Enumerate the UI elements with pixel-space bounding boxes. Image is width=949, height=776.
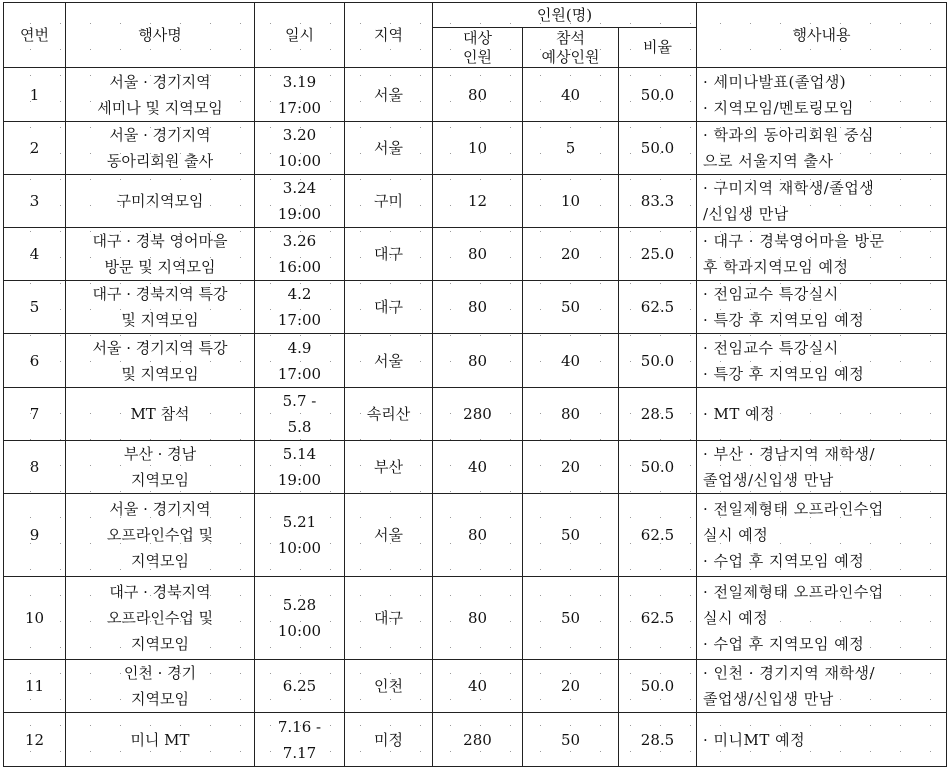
table-row <box>4 713 947 767</box>
table-row <box>4 122 947 175</box>
cell-expected: 50 <box>523 281 619 334</box>
header-target: 대상 인원 <box>433 28 523 68</box>
cell-content: · 전일제형태 오프라인수업 실시 예정 · 수업 후 지역모임 예정 <box>697 577 947 660</box>
cell-content: · 전임교수 특강실시 · 특강 후 지역모임 예정 <box>697 281 947 334</box>
cell-name: 서울 · 경기지역 오프라인수업 및 지역모임 <box>66 494 255 577</box>
cell-region: 부산 <box>345 441 433 494</box>
cell-target: 280 <box>433 388 523 441</box>
cell-region: 대구 <box>345 577 433 660</box>
cell-ratio: 28.5 <box>619 713 697 767</box>
cell-expected: 50 <box>523 713 619 767</box>
cell-content: · 학과의 동아리회원 중심 으로 서울지역 출사 <box>697 122 947 175</box>
cell-region: 대구 <box>345 228 433 281</box>
cell-no: 2 <box>4 122 66 175</box>
header-no: 연번 <box>4 3 66 68</box>
header-people: 인원(명) <box>433 3 697 28</box>
cell-target: 80 <box>433 281 523 334</box>
header-expected: 참석 예상인원 <box>523 28 619 68</box>
cell-target: 12 <box>433 175 523 228</box>
header-datetime: 일시 <box>255 3 345 68</box>
header-ratio: 비율 <box>619 28 697 68</box>
cell-expected: 50 <box>523 577 619 660</box>
cell-name: 대구 · 경북 영어마을 방문 및 지역모임 <box>66 228 255 281</box>
table-row <box>4 441 947 494</box>
cell-region: 속리산 <box>345 388 433 441</box>
cell-expected: 20 <box>523 228 619 281</box>
cell-target: 40 <box>433 441 523 494</box>
cell-datetime: 5.14 19:00 <box>255 441 345 494</box>
cell-name: 구미지역모임 <box>66 175 255 228</box>
cell-expected: 80 <box>523 388 619 441</box>
cell-no: 10 <box>4 577 66 660</box>
cell-no: 12 <box>4 713 66 767</box>
cell-datetime: 4.9 17:00 <box>255 334 345 388</box>
table-row <box>4 175 947 228</box>
cell-target: 80 <box>433 68 523 122</box>
cell-expected: 50 <box>523 494 619 577</box>
cell-region: 대구 <box>345 281 433 334</box>
cell-no: 7 <box>4 388 66 441</box>
table-row <box>4 334 947 388</box>
cell-ratio: 50.0 <box>619 334 697 388</box>
cell-datetime: 3.24 19:00 <box>255 175 345 228</box>
cell-datetime: 6.25 <box>255 660 345 713</box>
header-content: 행사내용 <box>697 3 947 68</box>
cell-region: 인천 <box>345 660 433 713</box>
cell-no: 8 <box>4 441 66 494</box>
cell-name: MT 참석 <box>66 388 255 441</box>
cell-target: 80 <box>433 577 523 660</box>
cell-no: 6 <box>4 334 66 388</box>
cell-name: 서울 · 경기지역 특강 및 지역모임 <box>66 334 255 388</box>
cell-name: 대구 · 경북지역 특강 및 지역모임 <box>66 281 255 334</box>
cell-name: 서울 · 경기지역 동아리회원 출사 <box>66 122 255 175</box>
cell-ratio: 50.0 <box>619 122 697 175</box>
header-region: 지역 <box>345 3 433 68</box>
cell-expected: 20 <box>523 660 619 713</box>
table-row <box>4 660 947 713</box>
cell-ratio: 50.0 <box>619 68 697 122</box>
cell-expected: 10 <box>523 175 619 228</box>
cell-target: 40 <box>433 660 523 713</box>
table-row <box>4 388 947 441</box>
table-row <box>4 494 947 577</box>
cell-target: 280 <box>433 713 523 767</box>
cell-content: · 대구 · 경북영어마을 방문 후 학과지역모임 예정 <box>697 228 947 281</box>
cell-content: · 구미지역 재학생/졸업생 /신입생 만남 <box>697 175 947 228</box>
cell-name: 인천 · 경기 지역모임 <box>66 660 255 713</box>
header-name: 행사명 <box>66 3 255 68</box>
cell-ratio: 25.0 <box>619 228 697 281</box>
cell-no: 4 <box>4 228 66 281</box>
cell-datetime: 3.19 17:00 <box>255 68 345 122</box>
table-row <box>4 68 947 122</box>
cell-content: · 인천 · 경기지역 재학생/ 졸업생/신입생 만남 <box>697 660 947 713</box>
cell-content: · 세미나발표(졸업생) · 지역모임/멘토링모임 <box>697 68 947 122</box>
cell-no: 3 <box>4 175 66 228</box>
cell-content: · 부산 · 경남지역 재학생/ 졸업생/신입생 만남 <box>697 441 947 494</box>
cell-region: 서울 <box>345 68 433 122</box>
cell-datetime: 5.28 10:00 <box>255 577 345 660</box>
table-row <box>4 228 947 281</box>
cell-content: · 전임교수 특강실시 · 특강 후 지역모임 예정 <box>697 334 947 388</box>
cell-target: 80 <box>433 334 523 388</box>
cell-region: 서울 <box>345 122 433 175</box>
cell-target: 10 <box>433 122 523 175</box>
cell-no: 9 <box>4 494 66 577</box>
cell-datetime: 7.16 - 7.17 <box>255 713 345 767</box>
cell-region: 서울 <box>345 334 433 388</box>
cell-ratio: 83.3 <box>619 175 697 228</box>
cell-ratio: 28.5 <box>619 388 697 441</box>
cell-datetime: 3.20 10:00 <box>255 122 345 175</box>
cell-expected: 5 <box>523 122 619 175</box>
cell-name: 대구 · 경북지역 오프라인수업 및 지역모임 <box>66 577 255 660</box>
cell-region: 미정 <box>345 713 433 767</box>
cell-content: · 미니MT 예정 <box>697 713 947 767</box>
cell-target: 80 <box>433 228 523 281</box>
cell-expected: 20 <box>523 441 619 494</box>
cell-datetime: 5.21 10:00 <box>255 494 345 577</box>
cell-region: 구미 <box>345 175 433 228</box>
table-row <box>4 577 947 660</box>
cell-name: 서울 · 경기지역 세미나 및 지역모임 <box>66 68 255 122</box>
cell-name: 미니 MT <box>66 713 255 767</box>
cell-ratio: 62.5 <box>619 281 697 334</box>
cell-content: · MT 예정 <box>697 388 947 441</box>
cell-no: 11 <box>4 660 66 713</box>
cell-expected: 40 <box>523 68 619 122</box>
cell-datetime: 5.7 - 5.8 <box>255 388 345 441</box>
table-row <box>4 281 947 334</box>
cell-ratio: 50.0 <box>619 441 697 494</box>
cell-name: 부산 · 경남 지역모임 <box>66 441 255 494</box>
cell-content: · 전일제형태 오프라인수업 실시 예정 · 수업 후 지역모임 예정 <box>697 494 947 577</box>
event-schedule-table <box>3 2 947 767</box>
cell-ratio: 62.5 <box>619 577 697 660</box>
cell-expected: 40 <box>523 334 619 388</box>
cell-no: 1 <box>4 68 66 122</box>
cell-ratio: 50.0 <box>619 660 697 713</box>
cell-datetime: 3.26 16:00 <box>255 228 345 281</box>
cell-no: 5 <box>4 281 66 334</box>
cell-ratio: 62.5 <box>619 494 697 577</box>
cell-target: 80 <box>433 494 523 577</box>
cell-datetime: 4.2 17:00 <box>255 281 345 334</box>
cell-region: 서울 <box>345 494 433 577</box>
